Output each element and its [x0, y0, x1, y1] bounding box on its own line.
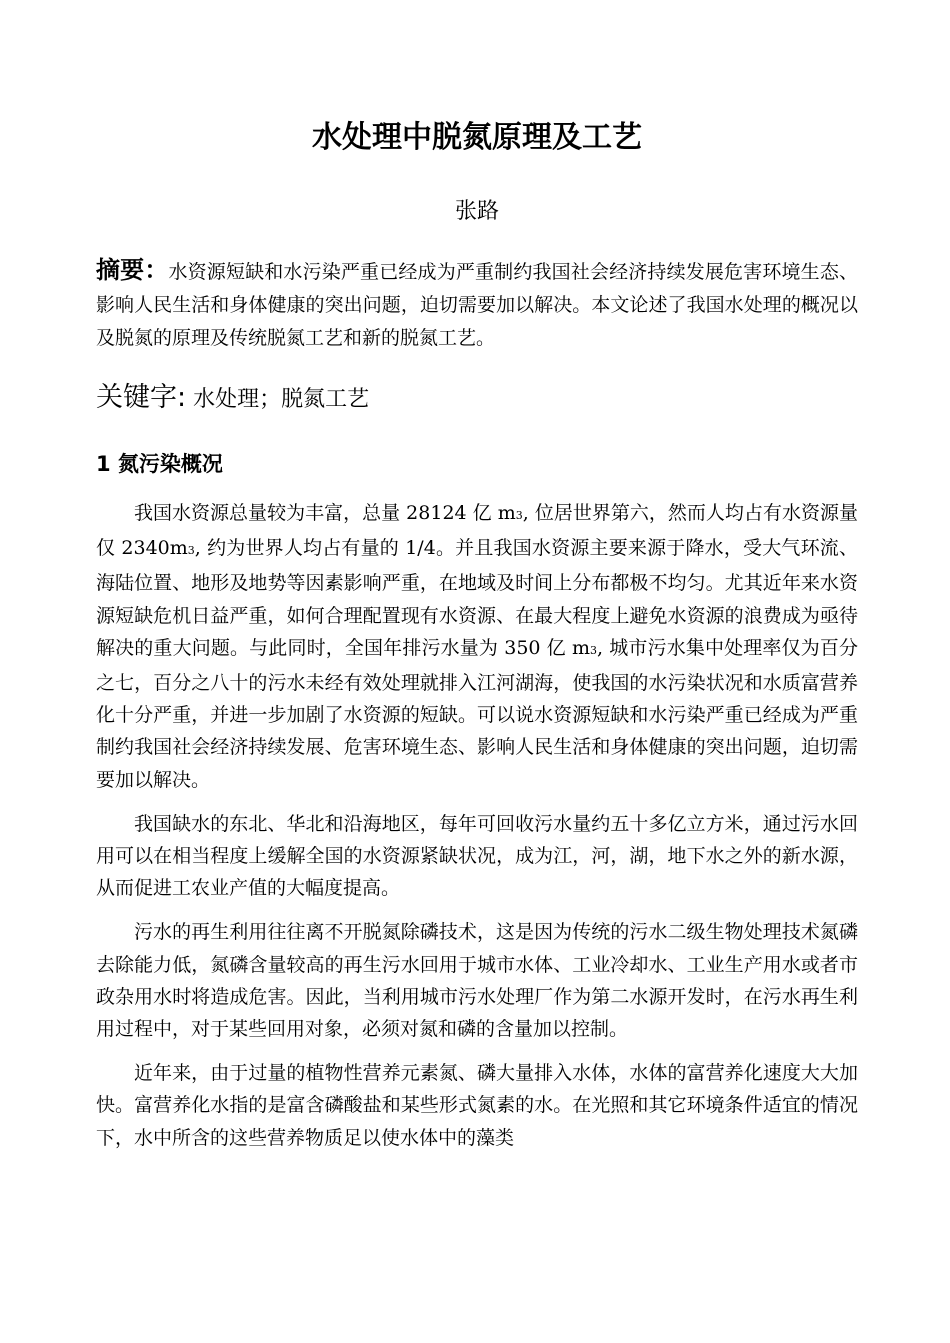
author-name: 张路	[454, 199, 499, 224]
paragraph-1-part-a: 我国水资源总量较为丰富，总量 28124 亿 m	[134, 502, 516, 524]
unit-superscript: 3	[515, 509, 523, 522]
paragraph-4: 近年来，由于过量的植物性营养元素氮、磷大量排入水体，水体的富营养化速度大大加快。富营养化水指的是富含磷酸盐和某些形式氮素的水。在光照和其它环境条件适宜的情况下，水中所含的这些营养物质足以使水体中的藻类	[96, 1062, 858, 1149]
paragraph-1	[96, 497, 858, 796]
abstract	[96, 254, 858, 355]
section-heading: 1 氮污染概况	[96, 452, 223, 476]
unit-superscript: 3	[187, 544, 195, 558]
unit-superscript: 3	[590, 643, 598, 657]
abstract-text: 水资源短缺和水污染严重已经成为严重制约我国社会经济持续发展危害环境生态、影响人民生活和身体健康的突出问题，迫切需要加以解决。本文论述了我国水处理的概况以及脱氮的原理及传统脱氮工艺和新的脱氮工艺。	[96, 261, 858, 349]
document-title: 水处理中脱氮原理及工艺	[312, 120, 642, 155]
paragraph-1-part-b: , 位居世界第六，然而人均占有水资源量仅 2340m	[96, 502, 858, 560]
keywords-text: 水处理；脱氮工艺	[193, 387, 370, 412]
paragraph-1-part-c: , 约为世界人均占有量的 1/4。并且我国水资源主要来源于降水，受大气环流、海陆位置、地形及地势等因素影响严重，在地域及时间上分布都极不均匀。尤其近年来水资源短缺危机日益严重，如何合理配置现有水资源、在最大程度上避免水资源的浪费成为亟待解决的重大问题。与此同时，全国年排污水量为 350 亿 m	[96, 537, 858, 659]
section-body	[96, 497, 858, 1277]
paragraph-1-part-d: , 城市污水集中处理率仅为百分之七，百分之八十的污水未经有效处理就排入江河湖海，使我国的水污染状况和水质富营养化十分严重，并进一步加剧了水资源的短缺。可以说水资源短缺和水污染严重已经成为严重制约我国社会经济持续发展、危害环境生态、影响人民生活和身体健康的突出问题，迫切需要加以解决。	[96, 636, 858, 791]
keywords	[96, 378, 858, 420]
paragraph-2: 我国缺水的东北、华北和沿海地区，每年可回收污水量约五十多亿立方米，通过污水回用可以在相当程度上缓解全国的水资源紧缺状况，成为江，河，湖，地下水之外的新水源，从而促进工农业产值的大幅度提高。	[96, 812, 858, 900]
paragraph-3: 污水的再生利用往往离不开脱氮除磷技术，这是因为传统的污水二级生物处理技术氮磷去除能力低，氮磷含量较高的再生污水回用于城市水体、工业冷却水、工业生产用水或者市政杂用水时将造成危害。因此，当利用城市污水处理厂作为第二水源开发时，在污水再生利用过程中，对于某些回用对象，必须对氮和磷的含量加以控制。	[96, 921, 858, 1041]
abstract-label: 摘要：	[96, 256, 169, 284]
keywords-label: 关键字:	[96, 382, 187, 413]
